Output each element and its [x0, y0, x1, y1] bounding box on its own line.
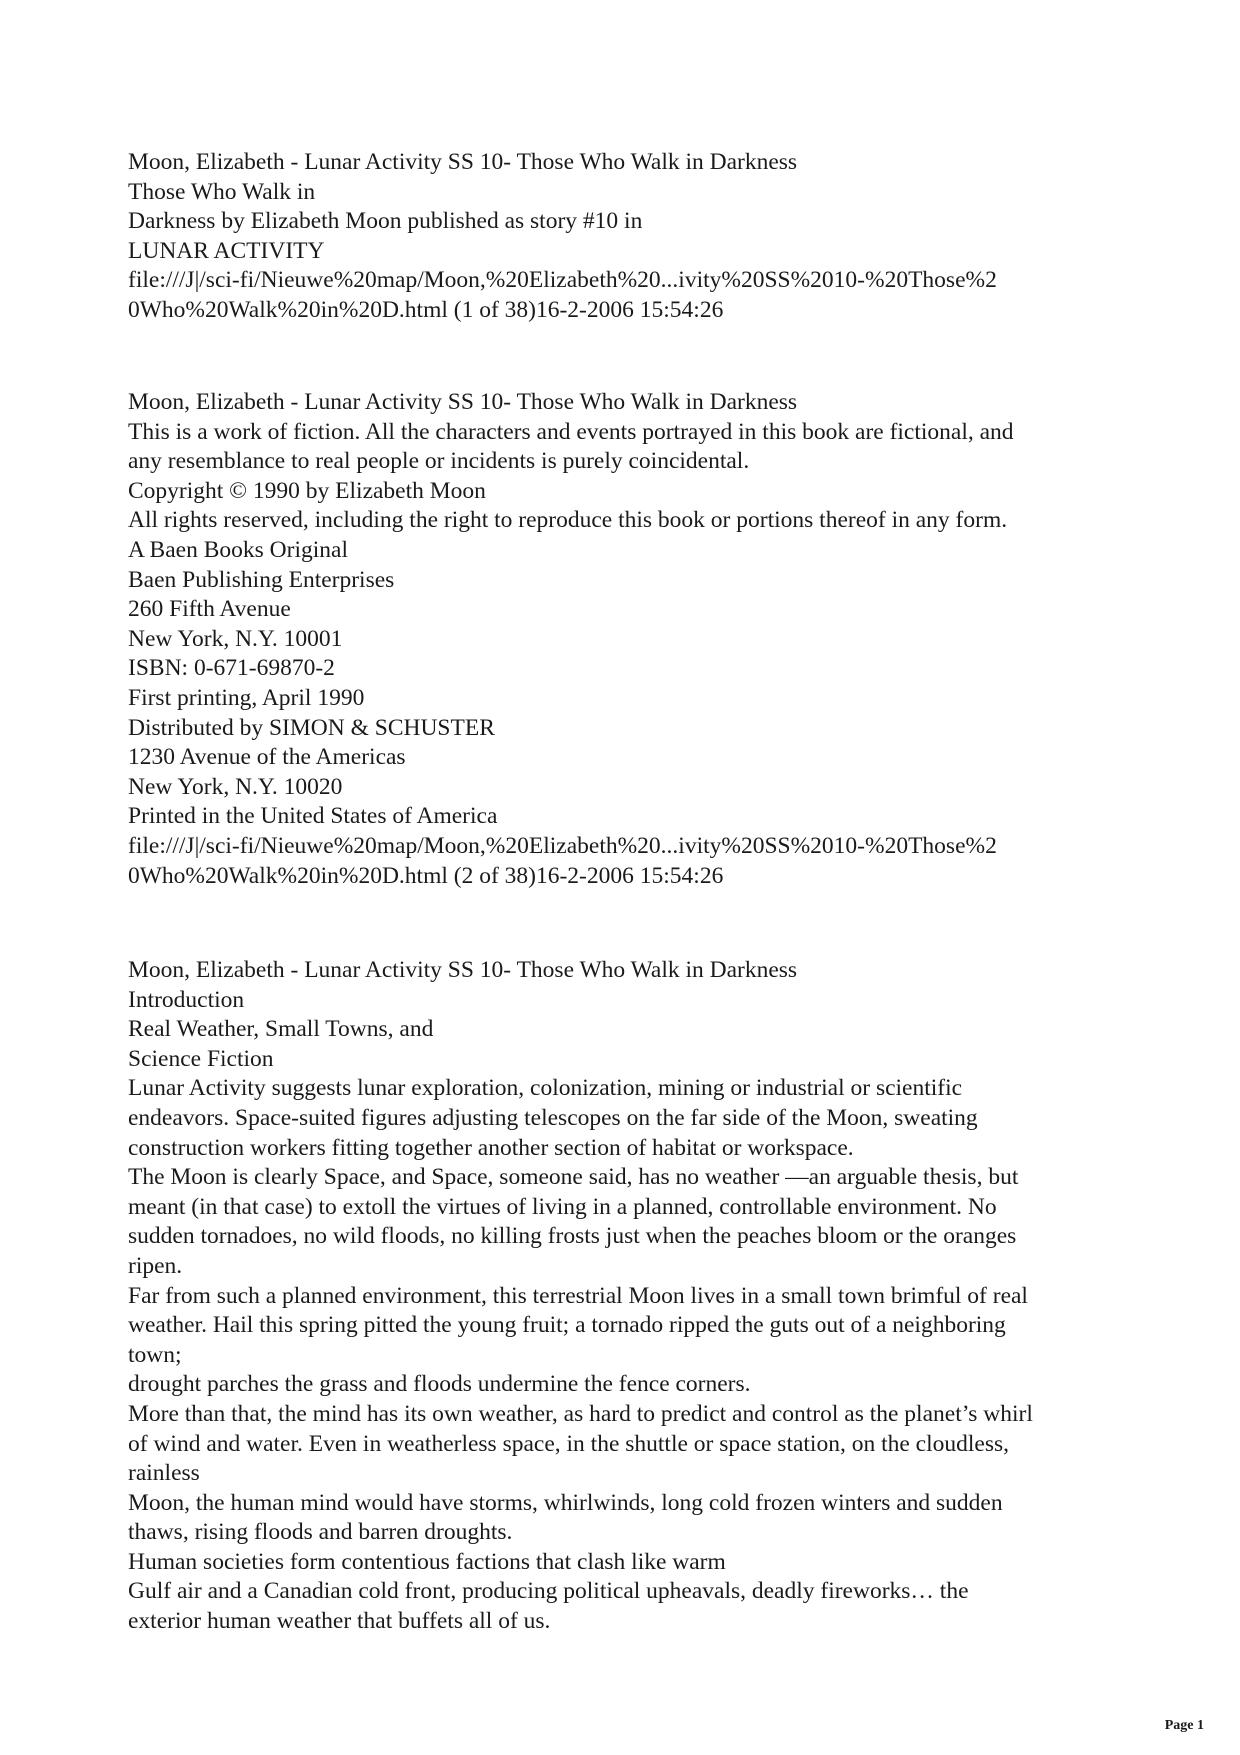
text-line: New York, N.Y. 10020	[128, 773, 343, 800]
text-line: Darkness by Elizabeth Moon published as story #10 in	[128, 208, 643, 235]
text-line: Baen Publishing Enterprises	[128, 566, 395, 593]
text-line: Introduction	[128, 986, 245, 1013]
text-line: Lunar Activity suggests lunar exploration, colonization, mining or industrial or scientific	[128, 1075, 963, 1102]
text-line: Human societies form contentious factions that clash like warm	[128, 1548, 726, 1575]
text-line: 0Who%20Walk%20in%20D.html (2 of 38)16-2-2006 15:54:26	[128, 862, 724, 889]
text-line: ISBN: 0-671-69870-2	[128, 655, 335, 682]
text-line: thaws, rising floods and barren droughts.	[128, 1519, 513, 1546]
text-line: Science Fiction	[128, 1045, 274, 1072]
text-line: Far from such a planned environment, this terrestrial Moon lives in a small town brimful of real	[128, 1282, 1028, 1309]
text-line: The Moon is clearly Space, and Space, someone said, has no weather —an arguable thesis, but	[128, 1164, 1019, 1191]
text-line: First printing, April 1990	[128, 684, 365, 711]
text-line: Real Weather, Small Towns, and	[128, 1016, 434, 1043]
text-line: construction workers fitting together another section of habitat or workspace.	[128, 1134, 854, 1161]
document-page	[128, 148, 1128, 1635]
text-line: exterior human weather that buffets all of us.	[128, 1608, 551, 1635]
text-line: of wind and water. Even in weatherless space, in the shuttle or space station, on the cloudless,	[128, 1430, 1010, 1457]
page-section-2	[128, 388, 1128, 891]
text-line: More than that, the mind has its own weather, as hard to predict and control as the planet’s whirl	[128, 1400, 1033, 1427]
text-line: LUNAR ACTIVITY	[128, 237, 325, 264]
text-line: 260 Fifth Avenue	[128, 596, 291, 623]
page-section-1	[128, 148, 1128, 326]
text-line: Moon, Elizabeth - Lunar Activity SS 10- Those Who Walk in Darkness	[128, 389, 798, 415]
text-line: meant (in that case) to extoll the virtues of living in a planned, controllable environment. No	[128, 1193, 997, 1220]
text-line: weather. Hail this spring pitted the young fruit; a tornado ripped the guts out of a neighboring	[128, 1312, 1006, 1339]
text-line: file:///J|/sci-fi/Nieuwe%20map/Moon,%20Elizabeth%20...ivity%20SS%2010-%20Those%2	[128, 832, 997, 859]
page-section-3	[128, 956, 1128, 1637]
text-line: Moon, Elizabeth - Lunar Activity SS 10- Those Who Walk in Darkness	[128, 957, 798, 983]
text-line: endeavors. Space-suited figures adjusting telescopes on the far side of the Moon, sweating	[128, 1104, 978, 1131]
text-line: Moon, the human mind would have storms, whirlwinds, long cold frozen winters and sudden	[128, 1489, 1003, 1516]
text-line: All rights reserved, including the right to reproduce this book or portions thereof in any form.	[128, 507, 1008, 534]
text-line: Those Who Walk in	[128, 178, 316, 205]
text-line: ripen.	[128, 1252, 183, 1279]
text-line: Printed in the United States of America	[128, 803, 498, 830]
text-line: file:///J|/sci-fi/Nieuwe%20map/Moon,%20Elizabeth%20...ivity%20SS%2010-%20Those%2	[128, 267, 997, 294]
text-line: drought parches the grass and floods undermine the fence corners.	[128, 1371, 751, 1398]
text-line: New York, N.Y. 10001	[128, 625, 343, 652]
text-line: Distributed by SIMON & SCHUSTER	[128, 714, 495, 741]
text-line: 0Who%20Walk%20in%20D.html (1 of 38)16-2-2006 15:54:26	[128, 296, 724, 323]
text-line: town;	[128, 1341, 182, 1368]
text-line: 1230 Avenue of the Americas	[128, 744, 406, 771]
text-line: A Baen Books Original	[128, 536, 348, 563]
text-line: Moon, Elizabeth - Lunar Activity SS 10- Those Who Walk in Darkness	[128, 149, 798, 175]
text-line: Copyright © 1990 by Elizabeth Moon	[128, 477, 486, 504]
text-line: This is a work of fiction. All the characters and events portrayed in this book are fictional, and	[128, 418, 1014, 445]
page-number: Page 1	[1164, 1718, 1204, 1733]
text-line: Gulf air and a Canadian cold front, producing political upheavals, deadly fireworks… the	[128, 1578, 969, 1605]
text-line: any resemblance to real people or incidents is purely coincidental.	[128, 448, 750, 475]
text-line: rainless	[128, 1460, 200, 1487]
text-line: sudden tornadoes, no wild floods, no killing frosts just when the peaches bloom or the oranges	[128, 1223, 1017, 1250]
